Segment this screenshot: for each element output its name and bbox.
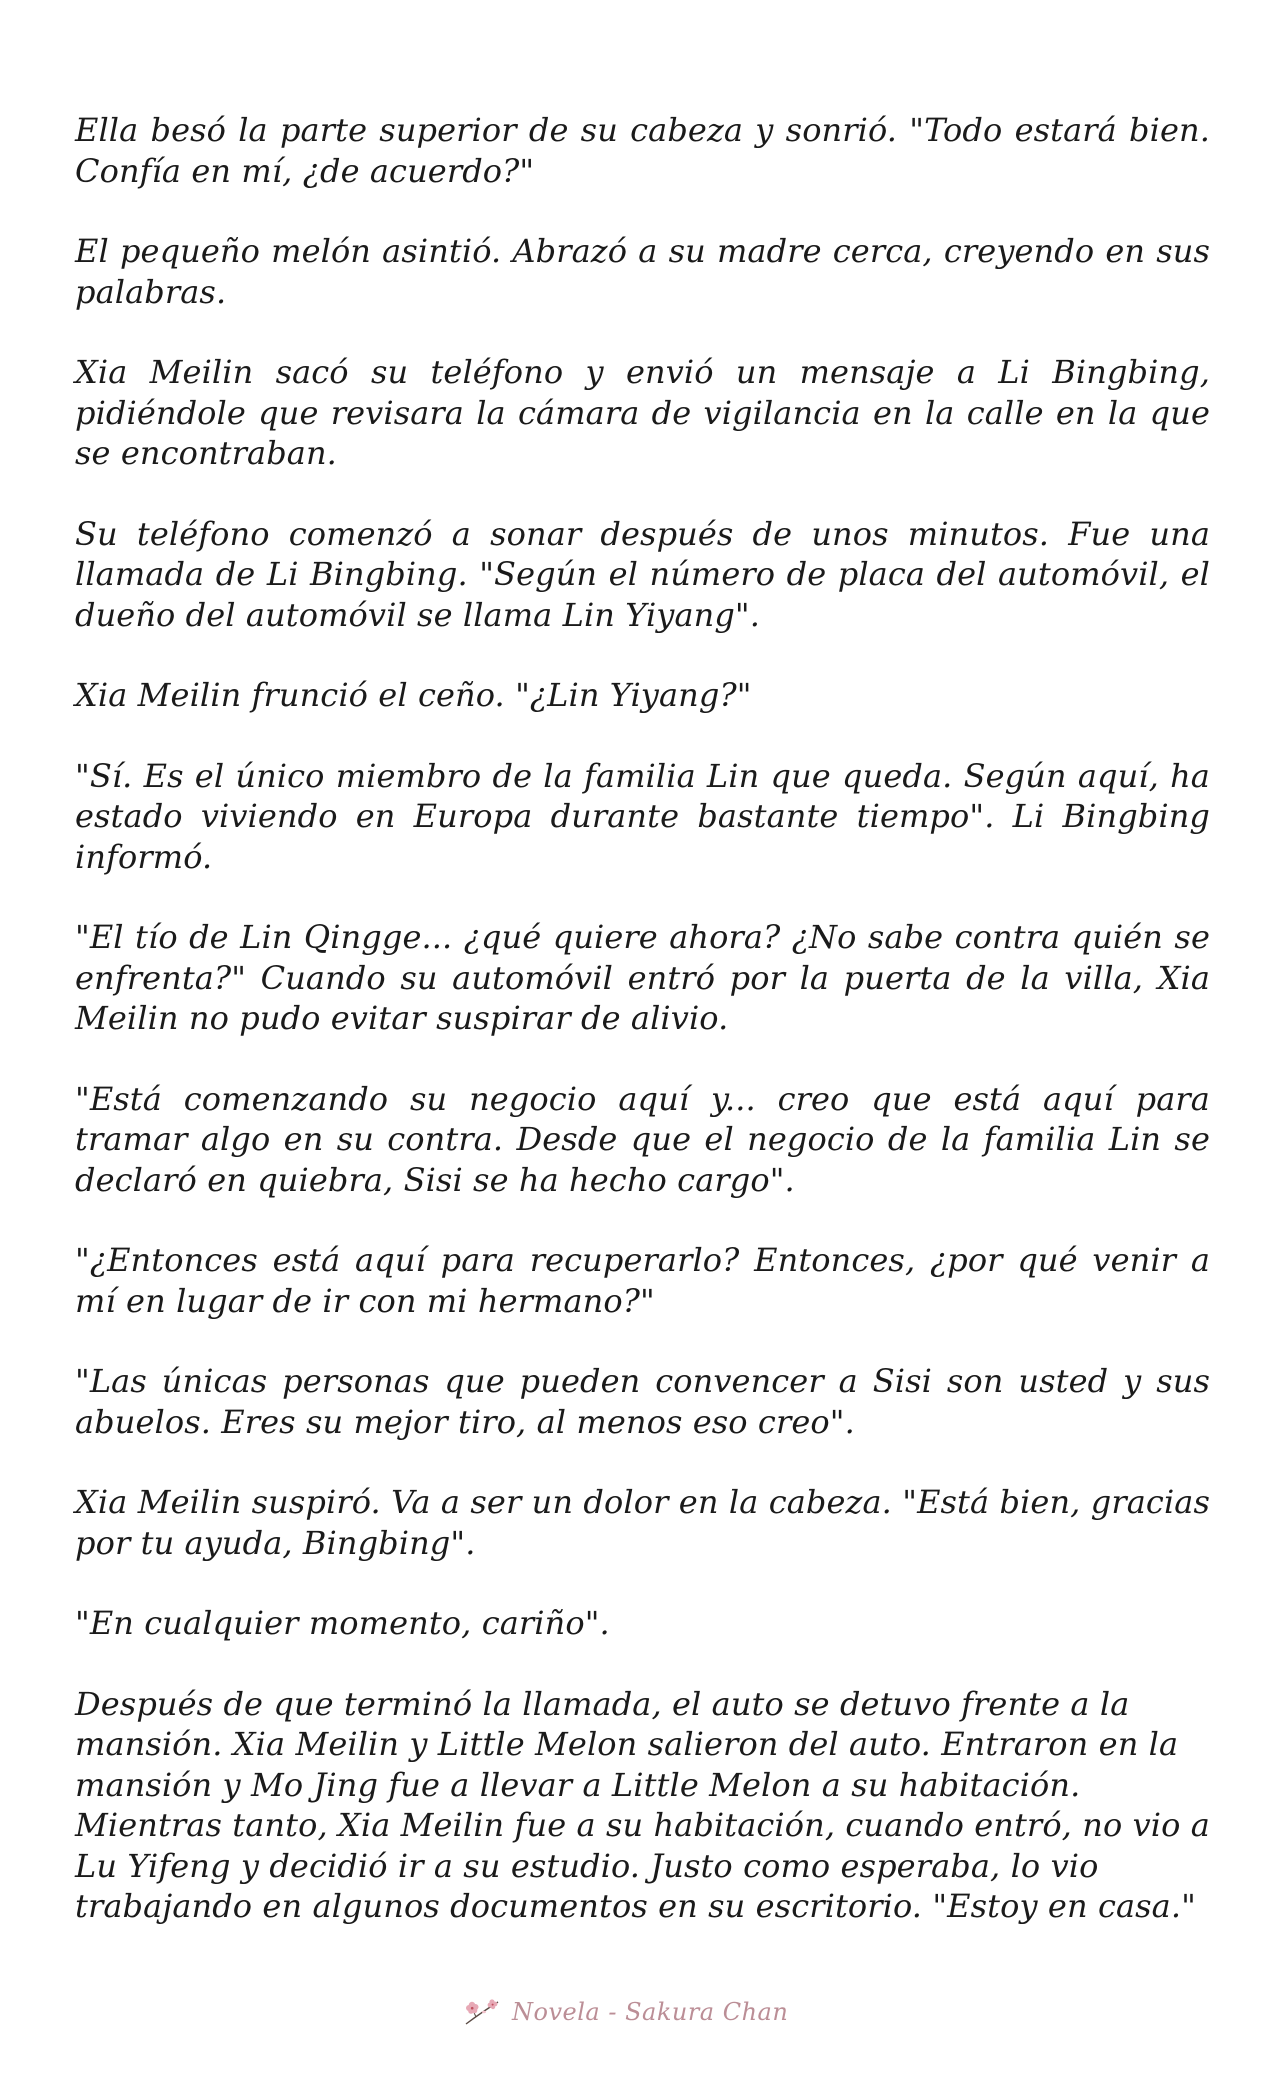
watermark: [462, 1990, 832, 2034]
paragraph: El pequeño melón asintió. Abrazó a su madre cerca, creyendo en sus palabras.: [75, 232, 1210, 311]
paragraph: Su teléfono comenzó a sonar después de unos minutos. Fue una llamada de Li Bingbing. "Según el número de placa del automóvil, el dueño del automóvil se llama Lin Yiyang".: [75, 514, 1210, 634]
story-text: [75, 110, 1210, 1967]
paragraph: Xia Meilin sacó su teléfono y envió un mensaje a Li Bingbing, pidiéndole que revisara la cámara de vigilancia en la calle en la que se encontraban.: [75, 353, 1210, 472]
watermark-text: Novela - Sakura Chan: [512, 1998, 789, 2026]
cherry-blossom-icon: [462, 1994, 504, 2030]
paragraph: Después de que terminó la llamada, el auto se detuvo frente a la mansión. Xia Meilin y Little Melon salieron del auto. Entraron en la mansión y Mo Jing fue a llevar a Little Melon a su habitación. Mientras tanto, Xia Meilin fue a su habitación, cuando entró, no vio a Lu Yifeng y decidió ir a su estudio. Justo como esperaba, lo vio trabajando en algunos documentos en su escritorio. "Estoy en casa.": [75, 1684, 1210, 1925]
paragraph: "¿Entonces está aquí para recuperarlo? Entonces, ¿por qué venir a mí en lugar de ir con mi hermano?": [75, 1241, 1210, 1320]
paragraph: "En cualquier momento, cariño".: [75, 1604, 610, 1642]
paragraph: "Está comenzando su negocio aquí y... creo que está aquí para tramar algo en su contra. Desde que el negocio de la familia Lin se declaró en quiebra, Sisi se ha hecho cargo".: [75, 1079, 1210, 1199]
paragraph: "Las únicas personas que pueden convencer a Sisi son usted y sus abuelos. Eres su mejor tiro, al menos eso creo".: [75, 1362, 1210, 1441]
paragraph: Xia Meilin frunció el ceño. "¿Lin Yiyang?": [75, 676, 752, 714]
paragraph: "El tío de Lin Qingge... ¿qué quiere ahora? ¿No sabe contra quién se enfrenta?" Cuando su automóvil entró por la puerta de la villa, Xia Meilin no pudo evitar suspirar de alivio.: [75, 918, 1210, 1037]
paragraph: "Sí. Es el único miembro de la familia Lin que queda. Según aquí, ha estado viviendo en Europa durante bastante tiempo". Li Bingbing informó.: [75, 756, 1210, 876]
paragraph: Ella besó la parte superior de su cabeza y sonrió. "Todo estará bien. Confía en mí, ¿de acuerdo?": [75, 111, 1210, 190]
paragraph: Xia Meilin suspiró. Va a ser un dolor en la cabeza. "Está bien, gracias por tu ayuda, Bingbing".: [75, 1483, 1210, 1562]
